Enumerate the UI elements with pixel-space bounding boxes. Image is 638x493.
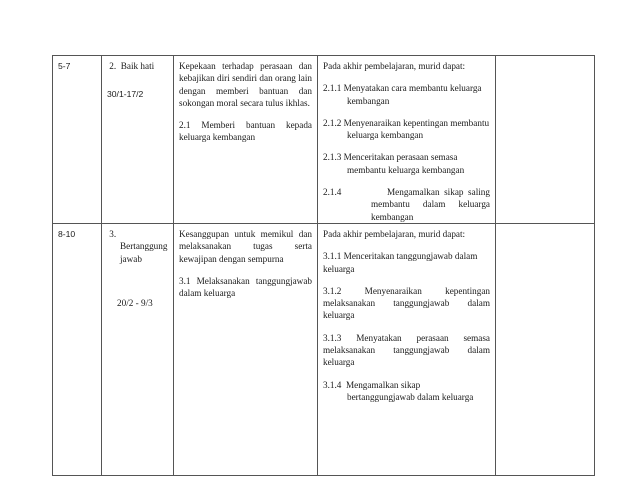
value-cell [102, 223, 174, 475]
definition-cell [174, 56, 318, 224]
objective-item: 3.1.2 Menyenaraikan kepentingan melaksanakan tanggungjawab dalam keluarga [323, 285, 491, 321]
notes-cell [496, 56, 595, 224]
objectives-intro: Pada akhir pembelajaran, murid dapat: [323, 61, 466, 71]
objective-item: 2.1.2 Menyenaraikan kepentingan membantu keluarga kembangan [323, 117, 490, 141]
objectives-intro: Pada akhir pembelajaran, murid dapat: [323, 228, 466, 239]
week-cell [53, 223, 102, 475]
content-standard: 3.1 Melaksanakan tanggungjawab dalam keluarga [179, 275, 312, 299]
content-standard: 2.1 Memberi bantuan kepada keluarga kembangan [179, 120, 312, 143]
objectives-cell [318, 56, 496, 224]
value-definition: Kesanggupan untuk memikul dan melaksanakan tugas serta kewajipan dengan sempurna [179, 228, 312, 264]
date-range: 20/2 - 9/3 [117, 297, 153, 308]
week-cell [53, 56, 102, 224]
objective-item: 3.1.1 Menceritakan tanggungjawab dalam keluarga [323, 251, 478, 274]
value-cell [102, 56, 174, 224]
value-name: Bertanggung jawab [120, 241, 168, 264]
date-range: 30/1-17/2 [107, 89, 144, 100]
table-row [53, 56, 595, 224]
value-definition: Kepekaan terhadap perasaan dan kebajikan diri sendiri dan orang lain dengan memberi bantuan dan sokongan moral secara tulus ikhlas. [179, 61, 312, 108]
objective-item: 3.1.4 Mengamalkan sikap bertanggungjawab dalam keluarga [323, 379, 474, 402]
objectives-cell [318, 223, 496, 475]
value-number: 2. [109, 61, 117, 71]
definition-cell [174, 223, 318, 475]
objective-item: 2.1.4 Mengamalkan sikap saling membantu dalam keluarga kembangan [323, 187, 490, 222]
objective-item: 2.1.1 Menyatakan cara membantu keluarga kembangan [323, 83, 482, 106]
notes-cell [496, 223, 595, 475]
week-range: 8-10 [58, 228, 76, 239]
objective-item: 3.1.3 Menyatakan perasaan semasa melaksanakan tanggungjawab dalam keluarga [323, 332, 491, 368]
table-row [53, 223, 595, 475]
week-range: 5-7 [58, 61, 71, 71]
objective-item: 2.1.3 Menceritakan perasaan semasa membantu keluarga kembangan [323, 152, 465, 175]
value-title [107, 228, 168, 265]
value-number: 3. [109, 228, 117, 239]
value-title [107, 60, 168, 72]
lesson-plan-table [52, 55, 595, 476]
value-name: Baik hati [120, 61, 155, 71]
